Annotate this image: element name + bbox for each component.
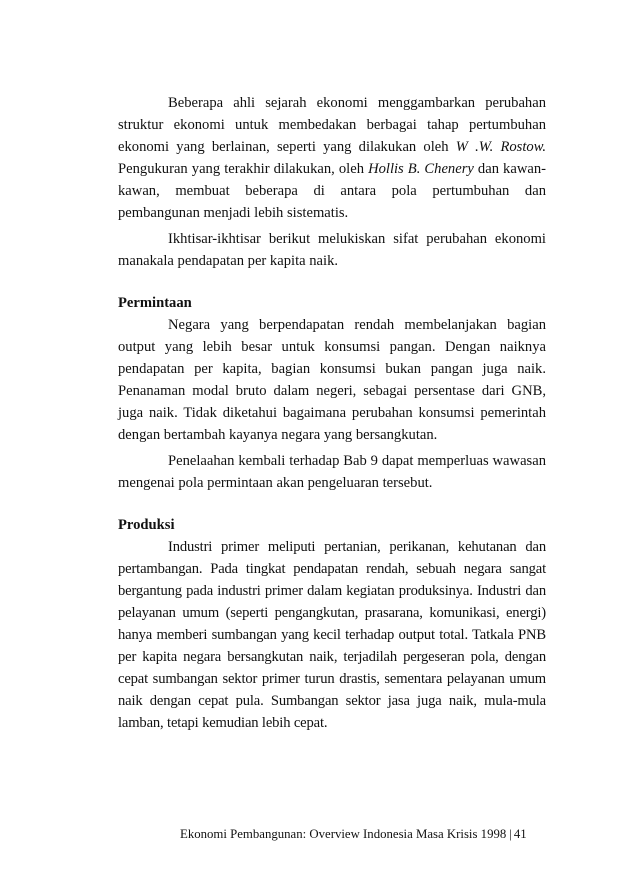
permintaan-paragraph-1: Negara yang berpendapatan rendah membelanjakan bagian output yang lebih besar untuk konsumsi pangan. Dengan naiknya pendapatan per kapita, bagian konsumsi bukan pangan juga naik. Penanaman modal bruto dalam negeri, sebagai persentase dari GNB, juga naik. Tidak diketahui bagaimana perubahan konsumsi pemerintah dengan bertambah kayanya negara yang bersangkutan. xyxy=(118,317,546,443)
page-body xyxy=(118,92,546,734)
page-footer xyxy=(180,826,546,842)
section-produksi xyxy=(118,514,546,734)
heading-produksi: Produksi xyxy=(118,517,175,533)
section-permintaan xyxy=(118,292,546,494)
page-number: 41 xyxy=(513,827,527,841)
rostow-name: W .W. Rostow. xyxy=(455,139,546,155)
intro-text-b: Pengukuran yang terakhir dilakukan, oleh xyxy=(118,161,369,177)
permintaan-paragraph-2: Penelaahan kembali terhadap Bab 9 dapat memperluas wawasan mengenai pola permintaan akan pengeluaran tersebut. xyxy=(118,453,546,491)
intro-text-a: Beberapa ahli sejarah ekonomi menggambarkan perubahan struktur ekonomi untuk membedakan berbagai tahap pertumbuhan ekonomi yang berlainan, seperti yang dilakukan oleh xyxy=(118,95,546,155)
footer-separator: | xyxy=(509,827,512,841)
intro-paragraph-1 xyxy=(118,92,546,224)
produksi-paragraph-1: Industri primer meliputi pertanian, perikanan, kehutanan dan pertambangan. Pada tingkat pendapatan rendah, sebuah negara sangat bergantung pada industri primer dalam kegiatan produksinya. Industri dan pelayanan umum (seperti pengangkutan, prasarana, komunikasi, energi) hanya memberi sumbangan yang kecil terhadap output total. Tatkala PNB per kapita negara bersangkutan naik, terjadilah pergeseran pola, dengan cepat sumbangan sektor primer turun drastis, sementara pelayanan umum naik dengan cepat pula. Sumbangan sektor jasa juga naik, mula-mula lamban, tetapi kemudian lebih cepat. xyxy=(118,539,546,731)
footer-title: Ekonomi Pembangunan: Overview Indonesia Masa Krisis 1998 xyxy=(180,827,507,841)
intro-paragraph-2: Ikhtisar-ikhtisar berikut melukiskan sifat perubahan ekonomi manakala pendapatan per kapita naik. xyxy=(118,231,546,269)
chenery-name: Hollis B. Chenery xyxy=(368,161,474,177)
intro-text-c: dan kawan-kawan, membuat beberapa di antara pola pertumbuhan dan pembangunan menjadi lebih sistematis. xyxy=(118,161,546,221)
heading-permintaan: Permintaan xyxy=(118,295,192,311)
